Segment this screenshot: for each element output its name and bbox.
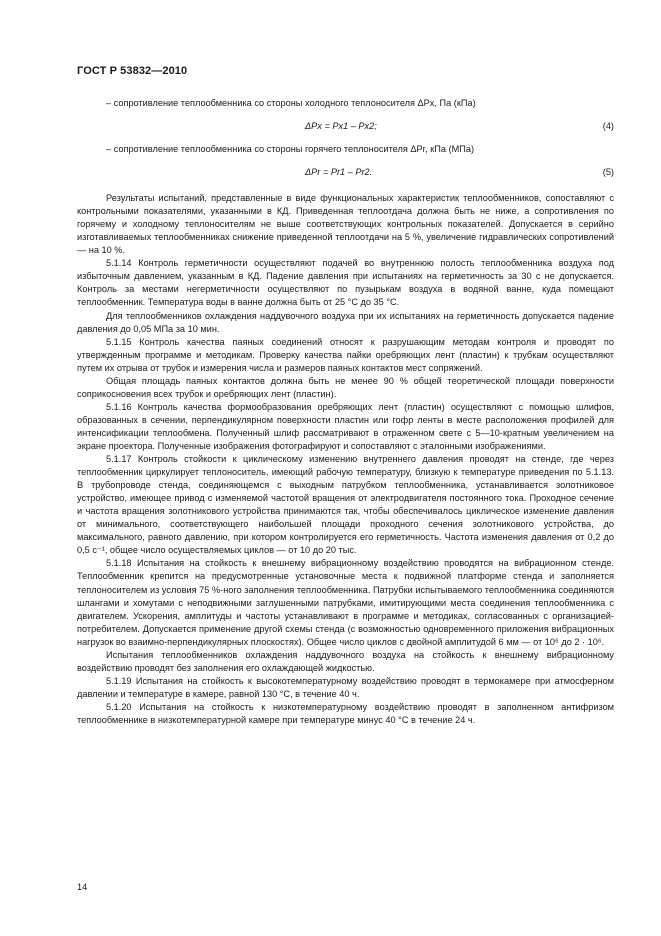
paragraph-5-1-17: 5.1.17 Контроль стойкости к циклическому изменению внутреннего давления проводят на стенде, где через теплообменник циркулирует теплоноситель, имеющий рабочую температуру, близкую к температуре приведения по 5.1.13. В трубопроводе стенда, соединяющемся с выходным патрубком теплообменника, устанавливается золотниковое устройство, имеющее привод с изменяемой частотой вращения от электродвигателя постоянного тока. Проходное сечение и частота вращения золотникового устройства принимаются так, чтобы обеспечивалось циклическое изменение давления от минимального, соответствующего наибольшей площади проходного сечения золотникового устройства, до максимального, равного давлению, при котором контролируется его герметичность. Частота изменения давления от 0,2 до 0,5 с⁻¹, общее число осуществляемых циклов — от 10 до 20 тыс. bbox=[77, 454, 614, 556]
formula-4-expression: ΔPx = Px1 – Px2; bbox=[305, 121, 377, 132]
formula-4 bbox=[77, 120, 614, 133]
paragraph-5-1-20: 5.1.20 Испытания на стойкость к низкотемпературному воздействию проводят в заполненном антифризом теплообменнике в низкотемпературной камере при температуре минус 40 °С в течение 24 ч. bbox=[77, 701, 614, 725]
formula-5 bbox=[77, 166, 614, 179]
formula-5-expression: ΔPr = Pr1 – Pr2. bbox=[305, 167, 373, 178]
page-number: 14 bbox=[77, 882, 88, 892]
standard-header: ГОСТ Р 53832—2010 bbox=[77, 65, 188, 77]
paragraph-charge-air-leak: Для теплообменников охлаждения наддувочного воздуха при их испытаниях на герметичность допускается падение давления до 0,05 МПа за 10 мин. bbox=[77, 310, 614, 334]
formula-5-number: (5) bbox=[602, 167, 614, 178]
list-item-hot-resistance: – сопротивление теплообменника со стороны горячего теплоносителя ΔPr, кПа (МПа) bbox=[106, 144, 475, 155]
paragraph-5-1-18: 5.1.18 Испытания на стойкость к внешнему вибрационному воздействию проводятся на вибрационном стенде. Теплообменник крепится на предусмотренные установочные места к подвижной платформе стенда и заполняется теплоносителем из условия 75 %-ного заполнения теплообменника. Патрубки испытываемого теплообменника соединяются шлангами и хомутами с неподвижными заглушенными патрубками, имитирующими места соединения теплообменника с двигателем. Ускорения, амплитуды и частоты устанавливают в программе и методиках, согласованных с организацией-потребителем. Допускается применение другой схемы стенда (с возможностью одновременного приложения вибрационных нагрузок во взаимно-перпендикулярных плоскостях). Общее число циклов с двойной амплитудой 6 мм — от 10⁶ до 2 · 10⁶. bbox=[77, 558, 614, 647]
paragraph-contact-area: Общая площадь паяных контактов должна быть не менее 90 % общей теоретической площади поверхности соприкосновения всех трубок и оребряющих лент (пластин). bbox=[77, 375, 614, 399]
paragraph-5-1-15: 5.1.15 Контроль качества паяных соединений относят к разрушающим методам контроля и проводят по утвержденным программе и методикам. Проверку качества пайки оребряющих лент (пластин) к трубкам осуществляют путем их отрыва от трубок и измерения числа и размеров паяных контактов мест сопряжений. bbox=[77, 336, 614, 373]
formula-4-number: (4) bbox=[602, 121, 614, 132]
document-body bbox=[77, 97, 614, 727]
paragraph-results: Результаты испытаний, представленные в виде функциональных характеристик теплообменников, сопоставляют с контрольными показателями, указанными в КД. Приведенная теплоотдача должна быть не ниже, а сопротивления по горячему и холодному теплоносителям не выше соответствующих контрольных показателей. Допускается в серийно изготавливаемых теплообменниках снижение приведенной теплоотдачи на 5 %, увеличение гидравлических сопротивлений — на 10 %. bbox=[77, 193, 614, 256]
paragraph-charge-air-vibration: Испытания теплообменников охлаждения наддувочного воздуха на стойкость к внешнему вибрационному воздействию проводят без заполнения его охлаждающей жидкостью. bbox=[77, 649, 614, 673]
paragraph-5-1-19: 5.1.19 Испытания на стойкость к высокотемпературному воздействию проводят в термокамере при атмосферном давлении и температуре в камере, равной 130 °С, в течение 40 ч. bbox=[77, 675, 614, 699]
list-item-cold-resistance: – сопротивление теплообменника со стороны холодного теплоносителя ΔPx, Па (кПа) bbox=[106, 98, 476, 108]
paragraph-5-1-14: 5.1.14 Контроль герметичности осуществляют подачей во внутреннюю полость теплообменника воздуха под избыточным давлением, указанным в КД. Падение давления при испытаниях на герметичность за 30 с не допускается. Контроль за местами негерметичности осуществляют по пузырькам воздуха в водяной ванне, куда помещают теплообменник. Температура воды в ванне должна быть от 25 °С до 35 °С. bbox=[77, 258, 614, 308]
paragraph-5-1-16: 5.1.16 Контроль качества формообразования оребряющих лент (пластин) осуществляют с помощью шлифов, образованных в сечении, перпендикулярном поверхности пластин или гофр ленты в месте расположения профилей для интенсификации теплообмена. Полученный шлиф рассматривают в отраженном свете с 5—10-кратным увеличением на экране проектора. Полученные изображения фотографируют и сопоставляют с эталонными изображениями. bbox=[77, 401, 614, 451]
